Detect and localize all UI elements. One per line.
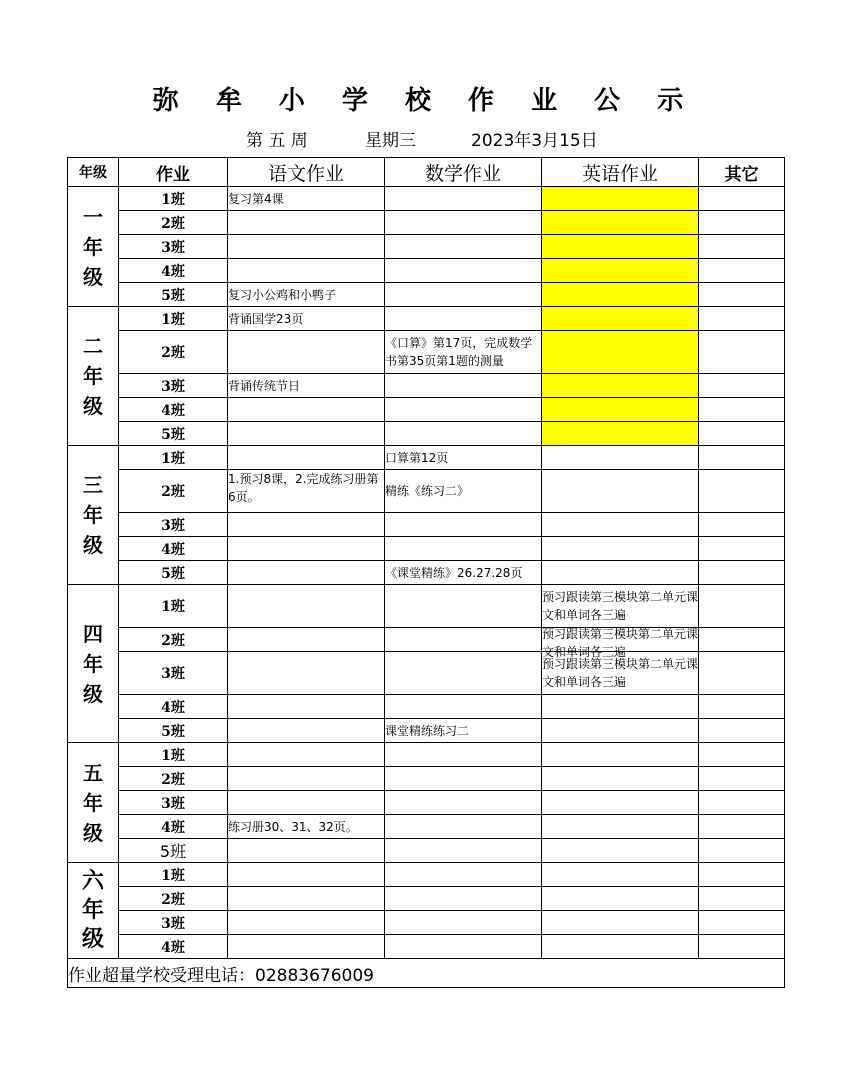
table-row: [68, 211, 785, 235]
cell-chinese: 复习小公鸡和小鸭子: [228, 283, 385, 307]
table-row: [68, 887, 785, 911]
class-label: 5班: [119, 283, 228, 307]
table-row: [68, 628, 785, 652]
class-label: 5班: [119, 561, 228, 585]
cell-math: 口算第12页: [385, 446, 542, 470]
cell-english: [542, 446, 699, 470]
cell-other: [699, 815, 785, 839]
cell-other: [699, 585, 785, 628]
cell-math: [385, 422, 542, 446]
cell-other: [699, 839, 785, 863]
grade-5-label: 五 年 级: [68, 743, 119, 863]
table-row: [68, 187, 785, 211]
col-english: 英语作业: [542, 158, 699, 187]
cell-chinese: [228, 235, 385, 259]
cell-math: [385, 863, 542, 887]
cell-math: [385, 513, 542, 537]
class-label: 1班: [119, 446, 228, 470]
col-homework: 作业: [119, 158, 228, 187]
cell-math: [385, 887, 542, 911]
cell-math: [385, 767, 542, 791]
cell-math: [385, 935, 542, 959]
table-row: [68, 585, 785, 628]
class-label: 5班: [119, 839, 228, 863]
cell-english: [542, 767, 699, 791]
cell-math: 课堂精练练习二: [385, 719, 542, 743]
cell-chinese: [228, 446, 385, 470]
class-label: 4班: [119, 695, 228, 719]
cell-math: [385, 398, 542, 422]
cell-english: 预习跟读第三模块第二单元课文和单词各三遍: [542, 585, 699, 628]
cell-chinese: [228, 839, 385, 863]
class-label: 1班: [119, 863, 228, 887]
table-row: [68, 398, 785, 422]
cell-chinese: [228, 743, 385, 767]
cell-math: [385, 259, 542, 283]
cell-other: [699, 628, 785, 652]
table-row: [68, 537, 785, 561]
class-label: 2班: [119, 211, 228, 235]
cell-english: [542, 719, 699, 743]
table-row: [68, 331, 785, 374]
cell-other: [699, 374, 785, 398]
cell-other: [699, 652, 785, 695]
table-row: [68, 695, 785, 719]
cell-chinese: 练习册30、31、32页。: [228, 815, 385, 839]
cell-chinese: 背诵国学23页: [228, 307, 385, 331]
cell-other: [699, 695, 785, 719]
cell-english: [542, 863, 699, 887]
cell-math: [385, 283, 542, 307]
cell-english: [542, 561, 699, 585]
class-label: 3班: [119, 235, 228, 259]
table-row: [68, 791, 785, 815]
cell-other: [699, 398, 785, 422]
cell-chinese: [228, 422, 385, 446]
cell-chinese: [228, 935, 385, 959]
cell-english: [542, 211, 699, 235]
cell-english: [542, 839, 699, 863]
class-label: 4班: [119, 259, 228, 283]
cell-other: [699, 259, 785, 283]
cell-chinese: [228, 561, 385, 585]
class-label: 3班: [119, 791, 228, 815]
cell-chinese: [228, 398, 385, 422]
cell-other: [699, 863, 785, 887]
cell-math: [385, 791, 542, 815]
cell-chinese: [228, 695, 385, 719]
cell-chinese: 1.预习8课，2.完成练习册第6页。: [228, 470, 385, 513]
cell-other: [699, 331, 785, 374]
cell-english: [542, 187, 699, 211]
cell-math: 《课堂精练》26.27.28页: [385, 561, 542, 585]
class-label: 3班: [119, 911, 228, 935]
class-label: 4班: [119, 815, 228, 839]
cell-other: [699, 283, 785, 307]
cell-chinese: [228, 331, 385, 374]
class-label: 4班: [119, 398, 228, 422]
cell-chinese: [228, 863, 385, 887]
class-label: 2班: [119, 887, 228, 911]
class-label: 4班: [119, 935, 228, 959]
cell-english: 预习跟读第三模块第二单元课文和单词各三遍: [542, 652, 699, 695]
class-label: 3班: [119, 652, 228, 695]
cell-chinese: [228, 537, 385, 561]
cell-english: [542, 627, 699, 659]
table-row: [68, 839, 785, 863]
table-row: [68, 283, 785, 307]
table-row: [68, 911, 785, 935]
cell-math: 精练《练习二》: [385, 470, 542, 513]
cell-other: [699, 767, 785, 791]
weekday-label: 星期三: [365, 131, 416, 151]
cell-english-text: 预习跟读第三模块第二单元课文和单词各三遍: [542, 627, 699, 659]
class-label: 1班: [119, 585, 228, 628]
cell-english: [542, 791, 699, 815]
col-chinese: 语文作业: [228, 158, 385, 187]
cell-chinese: [228, 628, 385, 652]
complaint-phone-note: 作业超量学校受理电话：02883676009: [68, 959, 785, 988]
cell-english: [542, 815, 699, 839]
cell-math: [385, 235, 542, 259]
cell-math: [385, 695, 542, 719]
cell-math: [385, 839, 542, 863]
cell-math: [385, 187, 542, 211]
grade-3-label: 三 年 级: [68, 446, 119, 585]
cell-math: [385, 911, 542, 935]
cell-other: [699, 935, 785, 959]
cell-chinese: [228, 887, 385, 911]
grade-1-label: 一 年 级: [68, 187, 119, 307]
week-label: 第 五 周: [246, 131, 308, 151]
cell-chinese: [228, 259, 385, 283]
cell-english: [542, 513, 699, 537]
col-math: 数学作业: [385, 158, 542, 187]
cell-chinese: [228, 652, 385, 695]
cell-chinese: [228, 719, 385, 743]
cell-english: [542, 911, 699, 935]
class-label: 2班: [119, 470, 228, 513]
cell-english: [542, 935, 699, 959]
cell-math: [385, 628, 542, 652]
table-row: [68, 235, 785, 259]
cell-english: [542, 422, 699, 446]
page-title: 弥 牟 小 学 校 作 业 公 示: [152, 86, 698, 116]
cell-chinese: [228, 211, 385, 235]
footer-row: [68, 959, 785, 988]
col-grade: 年级: [68, 158, 119, 187]
cell-other: [699, 235, 785, 259]
class-label: 4班: [119, 537, 228, 561]
col-other: 其它: [699, 158, 785, 187]
cell-english: [542, 887, 699, 911]
homework-table: [67, 157, 785, 988]
cell-math: [385, 211, 542, 235]
cell-other: [699, 513, 785, 537]
table-row: [68, 863, 785, 887]
cell-math: [385, 652, 542, 695]
cell-chinese: [228, 911, 385, 935]
grade-2-label: 二 年 级: [68, 307, 119, 446]
cell-chinese: [228, 513, 385, 537]
cell-other: [699, 537, 785, 561]
cell-other: [699, 887, 785, 911]
cell-other: [699, 307, 785, 331]
cell-other: [699, 211, 785, 235]
cell-english: [542, 537, 699, 561]
cell-chinese: 复习第4课: [228, 187, 385, 211]
class-label: 1班: [119, 307, 228, 331]
table-row: [68, 374, 785, 398]
grade-4-label: 四 年 级: [68, 585, 119, 743]
cell-chinese: [228, 767, 385, 791]
cell-other: [699, 446, 785, 470]
class-label: 1班: [119, 187, 228, 211]
cell-english: [542, 695, 699, 719]
cell-other: [699, 911, 785, 935]
cell-english: [542, 259, 699, 283]
table-row: [68, 513, 785, 537]
cell-chinese: [228, 791, 385, 815]
cell-english: [542, 235, 699, 259]
cell-english: [542, 283, 699, 307]
table-row: [68, 422, 785, 446]
cell-english: [542, 398, 699, 422]
class-label: 5班: [119, 422, 228, 446]
table-row: [68, 470, 785, 513]
table-row: [68, 446, 785, 470]
table-row: [68, 719, 785, 743]
cell-english: [542, 470, 699, 513]
cell-english: [542, 307, 699, 331]
cell-chinese: 背诵传统节日: [228, 374, 385, 398]
table-row: [68, 815, 785, 839]
cell-other: [699, 719, 785, 743]
cell-math: [385, 815, 542, 839]
grade-6-label: 六 年 级: [68, 863, 119, 959]
cell-math: 《口算》第17页，完成数学书第35页第1题的测量: [385, 331, 542, 374]
table-row: [68, 307, 785, 331]
date-label: 2023年3月15日: [471, 131, 598, 151]
cell-other: [699, 791, 785, 815]
table-row: [68, 743, 785, 767]
cell-math: [385, 537, 542, 561]
cell-english: [542, 743, 699, 767]
header-row: [68, 158, 785, 187]
cell-math: [385, 307, 542, 331]
cell-other: [699, 422, 785, 446]
class-label: 3班: [119, 513, 228, 537]
cell-chinese: [228, 585, 385, 628]
class-label: 2班: [119, 767, 228, 791]
class-label: 2班: [119, 628, 228, 652]
table-row: [68, 259, 785, 283]
class-label: 2班: [119, 331, 228, 374]
table-row: [68, 935, 785, 959]
class-label: 1班: [119, 743, 228, 767]
table-row: [68, 767, 785, 791]
cell-math: [385, 374, 542, 398]
cell-other: [699, 470, 785, 513]
cell-other: [699, 561, 785, 585]
cell-other: [699, 187, 785, 211]
table-row: [68, 652, 785, 695]
cell-english: [542, 331, 699, 374]
cell-other: [699, 743, 785, 767]
class-label: 3班: [119, 374, 228, 398]
class-label: 5班: [119, 719, 228, 743]
table-row: [68, 561, 785, 585]
cell-math: [385, 585, 542, 628]
cell-math: [385, 743, 542, 767]
cell-english: [542, 374, 699, 398]
